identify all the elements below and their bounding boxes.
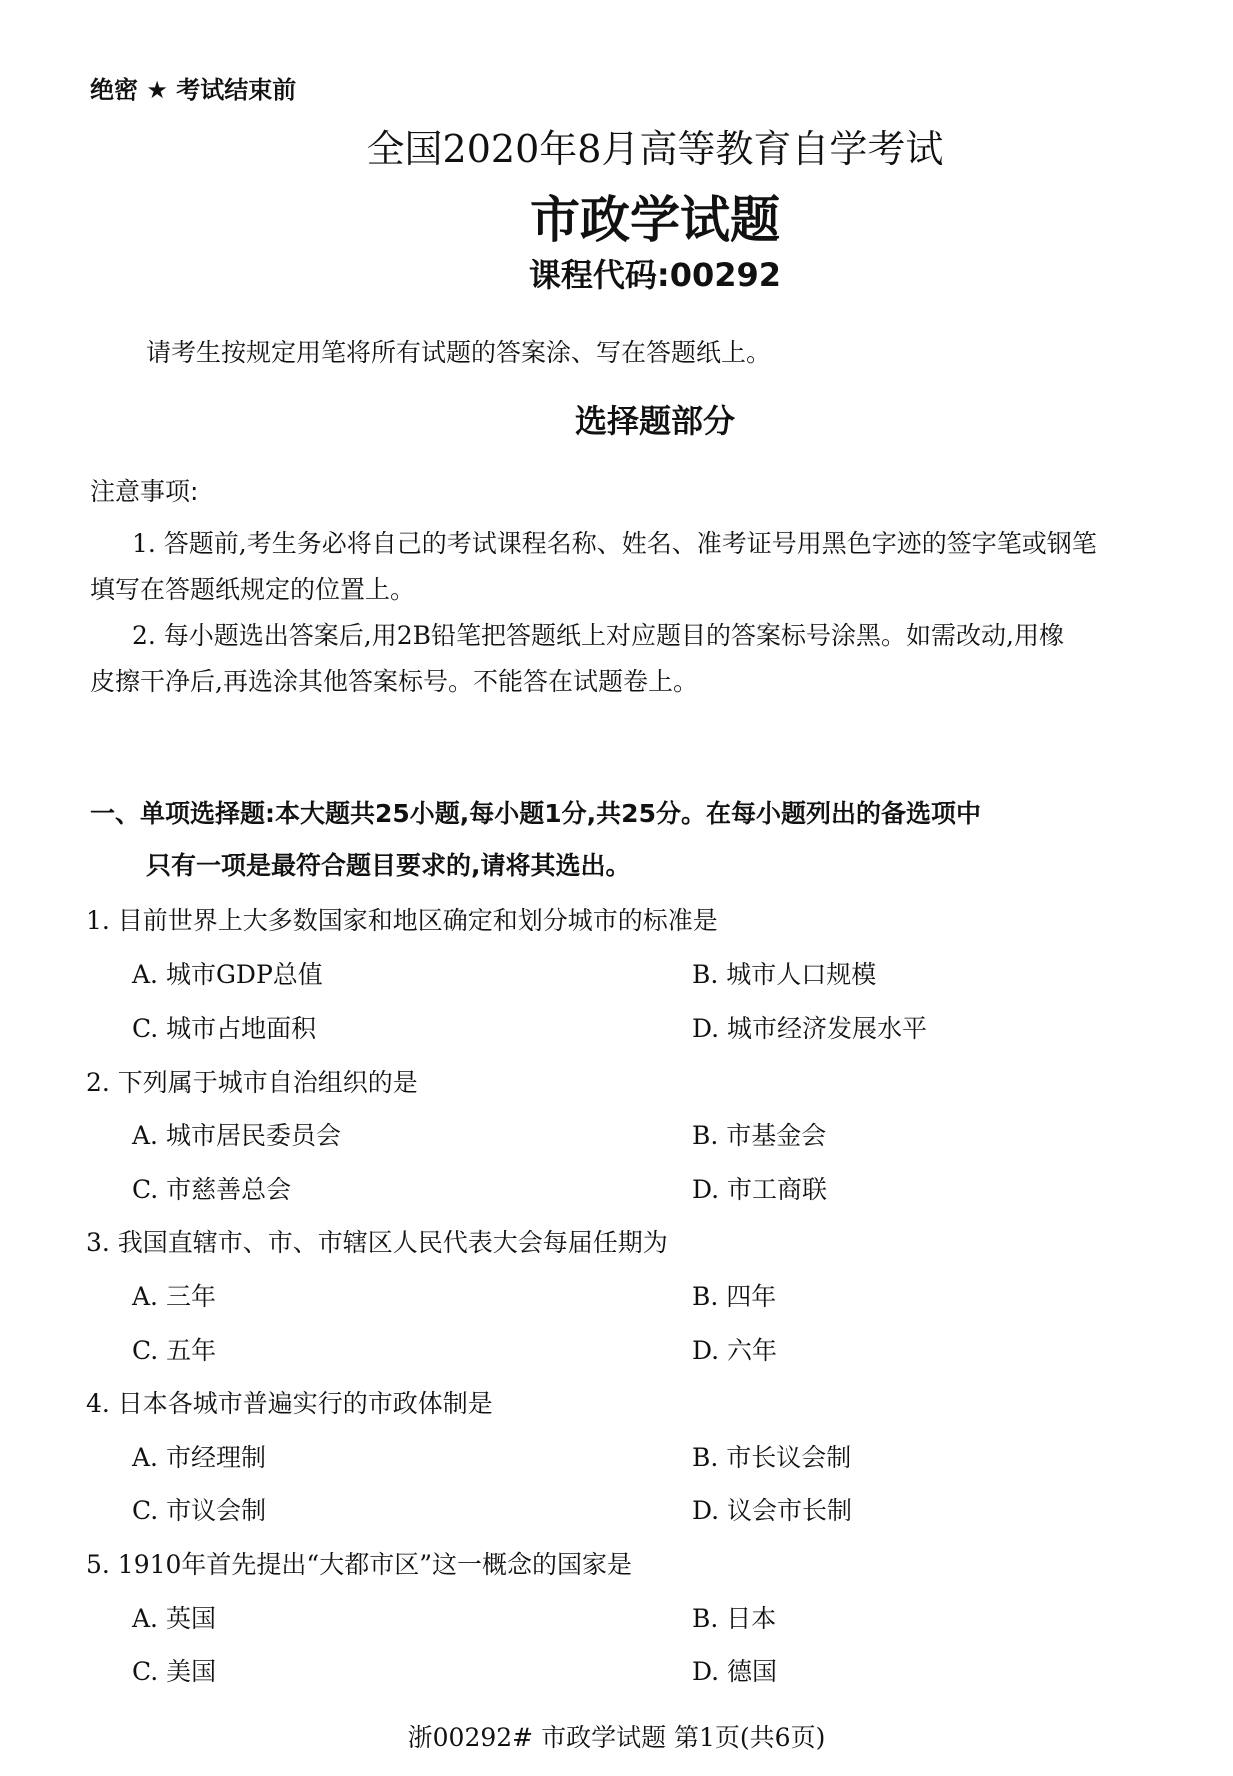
question-stem: 2. 下列属于城市自治组织的是 <box>86 1068 418 1097</box>
option-a: A. 英国 <box>132 1604 216 1633</box>
section-title: 选择题部分 <box>574 402 735 440</box>
page-footer: 浙00292# 市政学试题 第1页(共6页) <box>407 1723 826 1752</box>
secret-mark: 绝密 ★ 考试结束前 <box>90 76 297 104</box>
question-stem: 3. 我国直辖市、市、市辖区人民代表大会每届任期为 <box>86 1228 668 1257</box>
option-c: C. 市议会制 <box>132 1496 267 1525</box>
instruction-text: 请考生按规定用笔将所有试题的答案涂、写在答题纸上。 <box>146 338 772 367</box>
question-stem: 4. 日本各城市普遍实行的市政体制是 <box>86 1389 493 1418</box>
subject-title: 市政学试题 <box>530 191 780 249</box>
option-b: B. 日本 <box>692 1604 777 1633</box>
option-b: B. 城市人口规模 <box>692 960 877 989</box>
question-stem: 5. 1910年首先提出“大都市区”这一概念的国家是 <box>86 1550 632 1579</box>
question-stem: 1. 目前世界上大多数国家和地区确定和划分城市的标准是 <box>86 906 718 935</box>
part-heading: 一、单项选择题:本大题共25小题,每小题1分,共25分。在每小题列出的备选项中 <box>90 799 981 828</box>
option-c: C. 城市占地面积 <box>132 1014 317 1043</box>
option-d: D. 德国 <box>692 1657 778 1686</box>
option-c: C. 五年 <box>132 1336 217 1365</box>
option-a: A. 市经理制 <box>132 1443 266 1472</box>
note-line: 填写在答题纸规定的位置上。 <box>90 575 416 604</box>
option-b: B. 市基金会 <box>692 1121 827 1150</box>
option-d: D. 市工商联 <box>692 1175 828 1204</box>
option-b: B. 四年 <box>692 1282 777 1311</box>
option-d: D. 城市经济发展水平 <box>692 1014 928 1043</box>
option-c: C. 美国 <box>132 1657 217 1686</box>
exam-title: 全国2020年8月高等教育自学考试 <box>366 127 944 171</box>
option-b: B. 市长议会制 <box>692 1443 852 1472</box>
note-line: 1. 答题前,考生务必将自己的考试课程名称、姓名、准考证号用黑色字迹的签字笔或钢笔 <box>132 529 1097 558</box>
option-a: A. 城市居民委员会 <box>132 1121 341 1150</box>
note-line: 2. 每小题选出答案后,用2B铅笔把答题纸上对应题目的答案标号涂黑。如需改动,用橡 <box>132 621 1064 650</box>
option-a: A. 城市GDP总值 <box>132 960 323 989</box>
option-d: D. 六年 <box>692 1336 778 1365</box>
course-code: 课程代码:00292 <box>528 256 782 294</box>
notes-label: 注意事项: <box>90 477 199 506</box>
option-a: A. 三年 <box>132 1282 216 1311</box>
note-line: 皮擦干净后,再选涂其他答案标号。不能答在试题卷上。 <box>90 667 698 696</box>
option-c: C. 市慈善总会 <box>132 1175 292 1204</box>
option-d: D. 议会市长制 <box>692 1496 853 1525</box>
part-heading-continued: 只有一项是最符合题目要求的,请将其选出。 <box>146 851 631 880</box>
